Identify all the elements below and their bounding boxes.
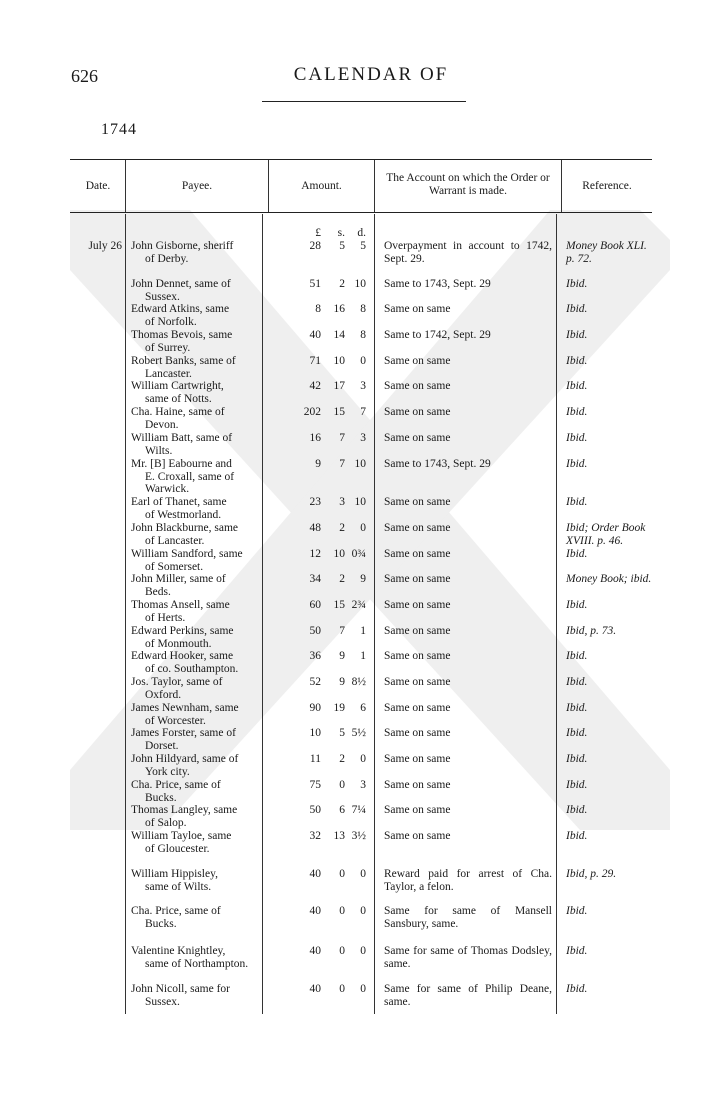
amount-pence: 3 [360,779,366,791]
row-reference: Ibid. [566,599,588,611]
row-payee [131,522,261,547]
payee-line-1: Edward Perkins, same [131,625,234,637]
row-payee [131,983,261,1008]
row-account: Same on same [384,432,451,444]
amount-pounds: 16 [309,432,321,444]
amount-pence: 8 [360,303,366,315]
row-date: July 26 [88,240,122,252]
pound-sign: £ [315,227,321,239]
row-payee [131,727,261,752]
row-account: Same to 1742, Sept. 29 [384,329,491,341]
amount-pounds: 202 [303,406,321,418]
payee-line-1: Mr. [B] Eabourne and [131,458,232,470]
amount-pence: 1 [360,650,366,662]
payee-line-1: William Sandford, same [131,548,243,560]
row-account: Same to 1743, Sept. 29 [384,278,491,290]
header-account: The Account on which the Order or Warrant is made. [386,172,550,197]
amount-pounds: 71 [309,355,321,367]
amount-shillings: 3 [339,496,345,508]
row-account: Same on same [384,830,451,842]
row-payee [131,406,261,431]
payee-line-1: Jos. Taylor, same of [131,676,223,688]
row-account: Same on same [384,406,451,418]
row-account: Same on same [384,804,451,816]
table-header-rule [70,212,652,213]
amount-pence: 0 [360,355,366,367]
amount-pence: 7¼ [351,804,366,816]
row-reference: Ibid. [566,458,588,470]
amount-shillings: 5 [339,240,345,252]
amount-shillings: 0 [339,983,345,995]
header-rule [262,101,466,102]
header-payee: Payee. [181,180,213,192]
col-divider [125,214,126,1014]
payee-line-2: of Monmouth. [145,637,212,650]
row-account: Same on same [384,727,451,739]
payee-line-1: William Hippisley, [131,868,218,880]
payee-line-1: Cha. Price, same of [131,779,221,791]
amount-pence: 9 [360,573,366,585]
row-reference: Money Book XLI. p. 72. [566,240,647,265]
row-payee [131,548,261,573]
amount-shillings: 13 [333,830,345,842]
amount-pounds: 51 [309,278,321,290]
row-account: Same on same [384,599,451,611]
amount-pence: 10 [354,278,366,290]
row-reference: Ibid. [566,945,588,957]
amount-shillings: 0 [339,779,345,791]
row-reference: Ibid. [566,380,588,392]
amount-shillings: 14 [333,329,345,341]
amount-pence: 0¾ [351,548,366,560]
row-account: Overpayment in account to 1742, Sept. 29. [384,240,552,265]
amount-pence: 8 [360,329,366,341]
payee-line-1: James Newnham, same [131,702,239,714]
row-reference: Money Book; ibid. [566,573,652,585]
amount-pence: 7 [360,406,366,418]
row-reference: Ibid. [566,702,588,714]
col-divider [556,214,557,1014]
amount-shillings: 19 [333,702,345,714]
row-account: Same on same [384,753,451,765]
payee-line-2: Sussex. [145,290,180,303]
payee-line-2: of Surrey. [145,341,191,354]
payee-line-2: same of Wilts. [145,880,212,893]
header-reference: Reference. [582,180,632,192]
amount-pounds: 40 [309,905,321,917]
row-reference: Ibid. [566,496,588,508]
row-payee [131,753,261,778]
amount-pounds: 40 [309,329,321,341]
amount-pounds: 36 [309,650,321,662]
row-payee [131,303,261,328]
payee-line-2: Bucks. [145,917,177,930]
payee-line-1: Cha. Price, same of [131,905,221,917]
payee-line-1: John Miller, same of [131,573,226,585]
amount-pence: 0 [360,945,366,957]
payee-line-1: John Gisborne, sheriff [131,240,234,252]
page-number: 626 [71,66,98,86]
row-payee [131,278,261,303]
row-account: Same on same [384,548,451,560]
payee-line-2: Wilts. [145,444,173,457]
payee-line-2: E. Croxall, same of Warwick. [145,470,235,495]
amount-pounds: 34 [309,573,321,585]
amount-pence: 0 [360,905,366,917]
row-payee [131,380,261,405]
year-heading: 1744 [101,121,137,138]
row-account: Same on same [384,676,451,688]
amount-pounds: 40 [309,945,321,957]
row-account: Same on same [384,702,451,714]
payee-line-2: of Somerset. [145,560,204,573]
row-account: Reward paid for arrest of Cha. Taylor, a felon. [384,868,552,893]
row-reference: Ibid. [566,329,588,341]
row-reference: Ibid. [566,303,588,315]
payee-line-1: Robert Banks, same of [131,355,236,367]
payee-line-2: same of Notts. [145,392,212,405]
row-account: Same for same of Thomas Dodsley, same. [384,945,552,970]
amount-pounds: 32 [309,830,321,842]
row-reference: Ibid. [566,355,588,367]
payee-line-1: John Blackburne, same [131,522,238,534]
amount-pence: 10 [354,458,366,470]
row-payee [131,650,261,675]
payee-line-2: Bucks. [145,791,177,804]
row-payee [131,355,261,380]
payee-line-1: Thomas Ansell, same [131,599,230,611]
payee-line-1: Cha. Haine, same of [131,406,225,418]
row-account: Same on same [384,650,451,662]
row-payee [131,496,261,521]
payee-line-1: William Batt, same of [131,432,233,444]
row-reference: Ibid. [566,278,588,290]
header-date: Date. [85,180,111,192]
col-divider [374,214,375,1014]
row-reference: Ibid. [566,830,588,842]
amount-pounds: 40 [309,868,321,880]
row-account: Same on same [384,779,451,791]
row-account: Same to 1743, Sept. 29 [384,458,491,470]
amount-pounds: 90 [309,702,321,714]
row-reference: Ibid. [566,432,588,444]
row-reference: Ibid. [566,406,588,418]
row-reference: Ibid. [566,753,588,765]
row-payee [131,599,261,624]
payee-line-2: Beds. [145,585,171,598]
amount-pounds: 28 [309,240,321,252]
amount-shillings: 0 [339,945,345,957]
row-account: Same on same [384,355,451,367]
pence-label: d. [357,227,366,239]
amount-pounds: 42 [309,380,321,392]
payee-line-2: of Lancaster. [145,534,205,547]
shilling-label: s. [337,227,345,239]
payee-line-2: Sussex. [145,995,180,1008]
row-payee [131,779,261,804]
amount-shillings: 10 [333,355,345,367]
amount-pounds: 23 [309,496,321,508]
amount-shillings: 5 [339,727,345,739]
amount-pounds: 75 [309,779,321,791]
row-account: Same on same [384,625,451,637]
amount-pounds: 8 [315,303,321,315]
amount-pence: 5½ [351,727,366,739]
row-account: Same on same [384,522,451,534]
payee-line-2: of Herts. [145,611,186,624]
row-account: Same on same [384,303,451,315]
row-reference: Ibid. [566,676,588,688]
amount-pence: 6 [360,702,366,714]
amount-pounds: 50 [309,625,321,637]
row-payee [131,676,261,701]
amount-pounds: 48 [309,522,321,534]
amount-pounds: 40 [309,983,321,995]
payee-line-2: York city. [145,765,190,778]
row-reference: Ibid. [566,779,588,791]
amount-shillings: 15 [333,406,345,418]
row-payee [131,830,261,855]
amount-shillings: 17 [333,380,345,392]
amount-pence: 3½ [351,830,366,842]
amount-shillings: 2 [339,522,345,534]
col-divider [262,214,263,1014]
amount-pounds: 11 [309,753,321,765]
amount-pounds: 52 [309,676,321,688]
header-amount: Amount. [301,180,342,192]
amount-shillings: 9 [339,676,345,688]
amount-shillings: 0 [339,868,345,880]
payee-line-1: Valentine Knightley, [131,945,226,957]
payee-line-1: William Cartwright, [131,380,224,392]
amount-shillings: 6 [339,804,345,816]
col-divider [374,160,375,212]
amount-pounds: 60 [309,599,321,611]
payee-line-1: Thomas Langley, same [131,804,238,816]
row-account: Same on same [384,496,451,508]
row-reference: Ibid, p. 29. [566,868,617,880]
amount-pence: 10 [354,496,366,508]
amount-shillings: 7 [339,625,345,637]
row-payee [131,329,261,354]
amount-shillings: 2 [339,753,345,765]
row-reference: Ibid. [566,804,588,816]
table-top-rule [70,159,652,160]
row-reference: Ibid. [566,983,588,995]
row-payee [131,573,261,598]
row-payee [131,905,261,930]
amount-pence: 0 [360,522,366,534]
row-payee [131,625,261,650]
amount-shillings: 15 [333,599,345,611]
amount-pence: 5 [360,240,366,252]
payee-line-1: John Nicoll, same for [131,983,231,995]
amount-shillings: 2 [339,573,345,585]
payee-line-2: Dorset. [145,739,179,752]
amount-shillings: 0 [339,905,345,917]
amount-shillings: 7 [339,458,345,470]
row-payee [131,432,261,457]
payee-line-1: Earl of Thanet, same [131,496,227,508]
amount-pence: 0 [360,753,366,765]
payee-line-1: Thomas Bevois, same [131,329,233,341]
amount-shillings: 16 [333,303,345,315]
payee-line-2: of Salop. [145,816,187,829]
payee-line-2: of Gloucester. [145,842,210,855]
amount-pence: 3 [360,432,366,444]
payee-line-1: James Forster, same of [131,727,236,739]
payee-line-2: of co. Southampton. [145,662,239,675]
payee-line-2: of Derby. [145,252,189,265]
payee-line-2: same of Northampton. [145,957,249,970]
amount-pence: 2¾ [351,599,366,611]
row-payee [131,868,261,893]
row-reference: Ibid. [566,905,588,917]
payee-line-1: John Hildyard, same of [131,753,239,765]
amount-shillings: 9 [339,650,345,662]
payee-line-1: William Tayloe, same [131,830,232,842]
row-payee [131,458,261,496]
row-account: Same for same of Philip Deane, same. [384,983,552,1008]
payee-line-1: Edward Hooker, same [131,650,234,662]
amount-shillings: 7 [339,432,345,444]
row-payee [131,240,261,265]
amount-shillings: 2 [339,278,345,290]
payee-line-1: Edward Atkins, same [131,303,230,315]
payee-line-2: Devon. [145,418,179,431]
row-reference: Ibid. [566,727,588,739]
payee-line-2: of Norfolk. [145,315,197,328]
amount-pounds: 9 [315,458,321,470]
row-payee [131,702,261,727]
row-payee [131,945,261,970]
row-payee [131,804,261,829]
amount-pounds: 50 [309,804,321,816]
payee-line-1: John Dennet, same of [131,278,231,290]
payee-line-2: Oxford. [145,688,182,701]
row-reference: Ibid. [566,650,588,662]
amount-pence: 0 [360,983,366,995]
amount-pounds: 12 [309,548,321,560]
amount-pence: 8½ [351,676,366,688]
row-reference: Ibid, p. 73. [566,625,617,637]
amount-pence: 3 [360,380,366,392]
payee-line-2: Lancaster. [145,367,192,380]
row-account: Same on same [384,573,451,585]
amount-pence: 1 [360,625,366,637]
row-reference: Ibid; Order Book XVIII. p. 46. [566,522,646,547]
row-account: Same for same of Mansell Sansbury, same. [384,905,552,930]
row-account: Same on same [384,380,451,392]
amount-shillings: 10 [333,548,345,560]
amount-pence: 0 [360,868,366,880]
payee-line-2: of Westmorland. [145,508,222,521]
running-head: CALENDAR OF [293,64,449,85]
row-reference: Ibid. [566,548,588,560]
payee-line-2: of Worcester. [145,714,206,727]
amount-pounds: 10 [309,727,321,739]
